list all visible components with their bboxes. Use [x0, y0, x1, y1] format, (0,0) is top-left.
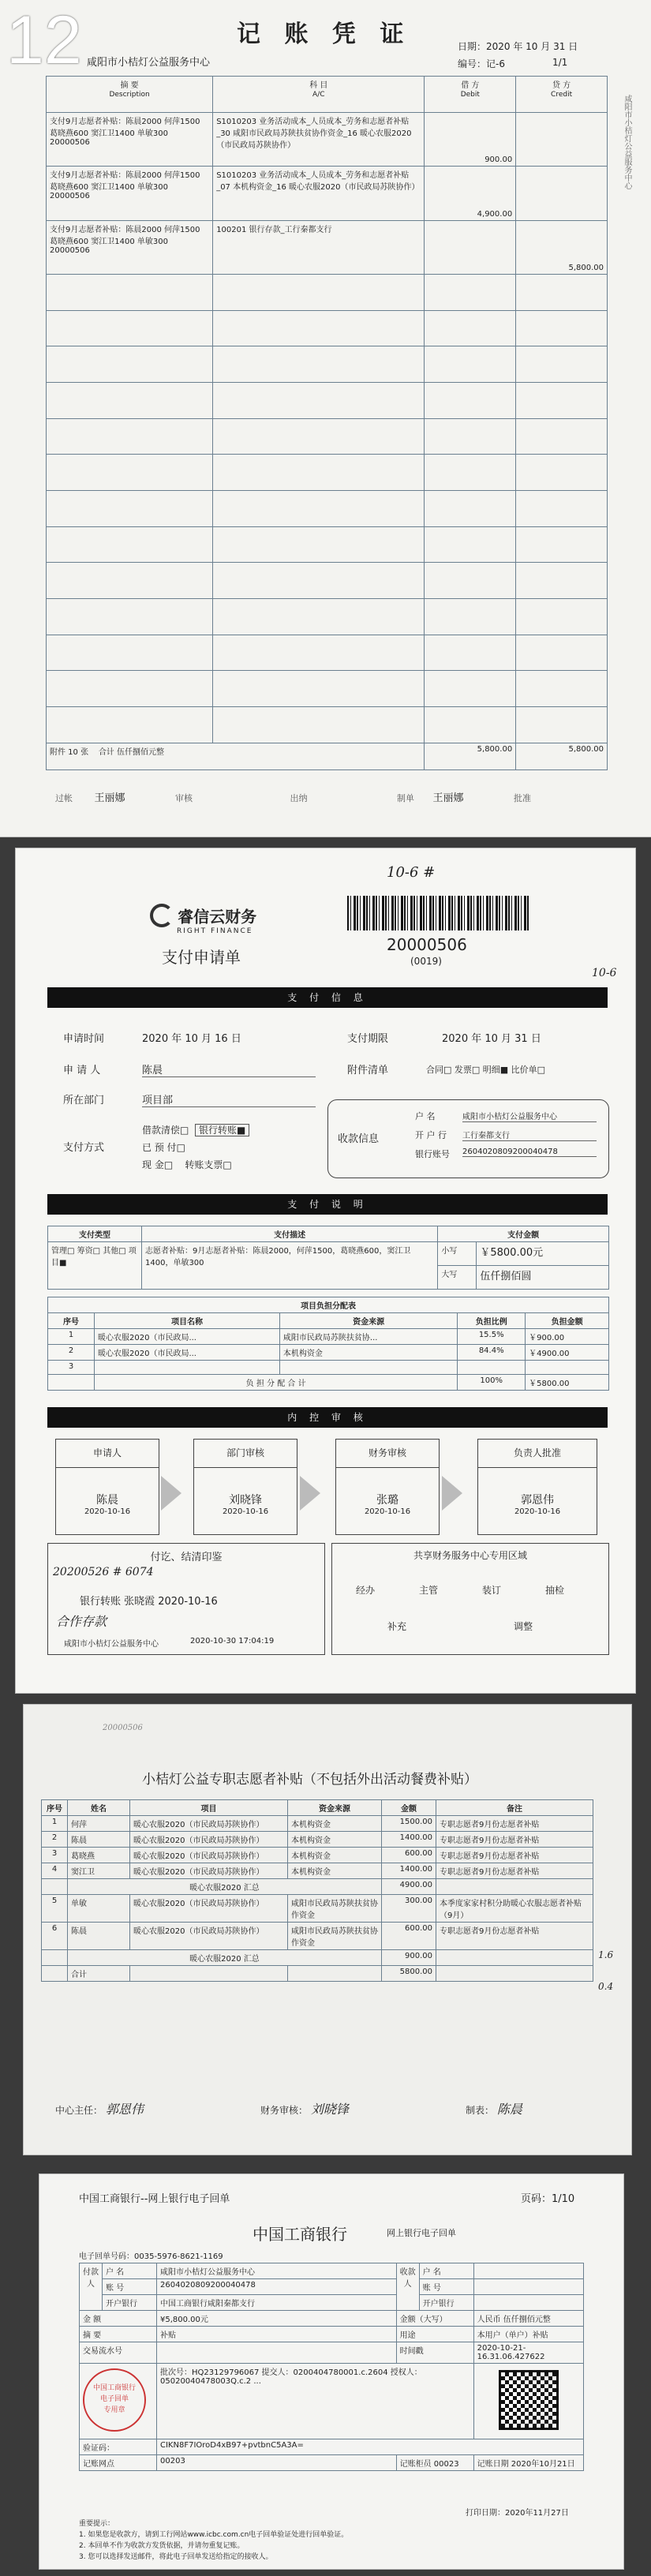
voucher-pages: 1/1: [552, 57, 568, 68]
flow-step: 负责人批准 郭恩伟 2020-10-16: [477, 1439, 597, 1535]
subsidy-row: 2 陈晨 暖心农服2020（市民政局苏陕协作） 本机构资金 1400.00 专职志愿者9月份志愿者补贴: [42, 1832, 593, 1848]
corner-note: 10-6: [592, 967, 617, 979]
method-label: 支付方式: [63, 1142, 105, 1154]
alloc-row: 3: [48, 1361, 609, 1375]
flow-arrow-icon: [161, 1476, 181, 1511]
voucher-number: 编号：记-6: [458, 58, 505, 69]
hdr-summary: 摘 要: [120, 81, 139, 90]
deadline-label: 支付期限: [347, 1033, 389, 1045]
alloc-row: 1 暖心农服2020（市民政局... 咸阳市民政局苏陕扶贫协... 15.5% ￥900.00: [48, 1329, 609, 1345]
hdr-account: 科 目: [309, 81, 328, 90]
receipt-number: 0035-5976-8621-1169: [134, 2252, 223, 2261]
page-number: 12: [6, 2, 82, 78]
apply-time: 2020 年 10 月 16 日: [142, 1033, 241, 1045]
attach-options: 合同□ 发票□ 明细■ 比价单□: [426, 1065, 546, 1075]
applicant: 陈晨: [142, 1061, 316, 1077]
subsidy-row: 4 窦江卫 暖心农服2020（市民政局苏陕协作） 本机构资金 1400.00 专职志愿者9月份志愿者补贴: [42, 1863, 593, 1879]
paydesc-table: 支付类型 支付描述 支付金额 管理□ 筹资□ 其他□ 项目■ 志愿者补贴：9月志愿者补贴：陈晨2000，何萍1500，葛晓燕600，窦江卫1400，单敏300 小写 ￥5800.00元 大写 伍仟捌佰圆: [47, 1226, 609, 1290]
subtotal-row: 暖心农服2020 汇总 900.00: [42, 1950, 593, 1966]
account-number: 2604020809200040478: [462, 1148, 597, 1157]
voucher-total-credit: 5,800.00: [516, 743, 608, 769]
dept: 项目部: [142, 1091, 316, 1107]
subsidy-corner: 20000506: [103, 1724, 143, 1732]
subsidy-row: 1 何萍 暖心农服2020（市民政局苏陕协作） 本机构资金 1500.00 专职志愿者9月份志愿者补贴: [42, 1816, 593, 1832]
receipt-amount: ¥5,800.00元: [157, 2311, 397, 2327]
subsidy-row: 6 陈晨 暖心农服2020（市民政局苏陕协作） 咸阳市民政局苏陕扶贫协作资金 600.00 专职志愿者9月份志愿者补贴: [42, 1923, 593, 1950]
side-note: 1.6: [598, 1949, 614, 1960]
logo-icon: [150, 904, 174, 927]
account-name: 咸阳市小桔灯公益服务中心: [462, 1110, 597, 1122]
receipt-table: 付款人 户 名 咸阳市小桔灯公益服务中心 收款人 户 名 账 号 2604020809200040478 账 号 开户银行 中国工商银行咸阳秦都支行 开户银行 金 额 ¥5,800.00元 金额（大写） 人民币 伍仟捌佰元整 摘 要 补贴 用途 本用户（单户）补贴 交易流水号 时间戳 2020-10-21-16.31.06.427622 中国工商银行 电子回单 专用章 批次号：HQ23129796067 提交人：0200404780001.c.2604 授权人：05020040478003Q.c.2 ... 验证码： CIKN8F7IOroD4xB97+pvtbnC5A3A= 记账网点 00203 记账柜员 00023 记账日期 2020年10月21日: [79, 2263, 584, 2471]
finance-sign: 财务审核： 刘晓锋: [260, 2102, 349, 2117]
attach-label: 附件清单: [347, 1065, 389, 1076]
voucher-total-debit: 5,800.00: [425, 743, 516, 769]
section-review: 内 控 审 核: [47, 1407, 608, 1428]
center-sign: 中心主任： 郭恩伟: [55, 2102, 144, 2117]
voucher-row: 支付9月志愿者补贴：陈晨2000 何萍1500 葛晓燕600 窦江卫1400 单敏300 20000506 S1010203 业务活动成本_人员成本_劳务和志愿者补贴_07 本机构资金_16 暖心农服2020（市民政局苏陕协作） 4,900.00: [47, 167, 608, 220]
payment-sheet: [16, 848, 635, 1693]
apply-time-label: 申请时间: [63, 1033, 105, 1045]
voucher-table: 摘 要 Description 科 目 A/C 借 方 Debit 贷 方 Credit 支付9月志愿者补贴：陈晨2000 何萍1500 葛晓燕600 窦江卫1400 单敏300 20000506 S1010203 业务活动成本_人员成本_劳务和志愿者补贴_30 咸阳市民政局苏陕扶贫协作资金_16 暖心农服2020（市民政局苏陕协作） 900.00 支付9月志愿者补贴：陈晨2000 何萍1500 葛晓燕600 窦江卫1400 单敏300 20000506 S1010203 业务活动成本_人员成本_劳务和志愿者补贴_07 本机构资金_16 暖心农服2020（市民政局苏陕协作） 4,900.00 支付9月志愿者补贴：陈晨2000 何萍1500 葛晓燕600 窦江卫1400 单敏300 20000506 100201 银行存款_工行秦都支行 5,800.00 附件 10 张 合计 伍仟捌佰元整 5,800.00 5,800.00: [46, 76, 608, 770]
voucher-row: 支付9月志愿者补贴：陈晨2000 何萍1500 葛晓燕600 窦江卫1400 单敏300 20000506 100201 银行存款_工行秦都支行 5,800.00: [47, 220, 608, 274]
flow-step: 财务审核 张璐 2020-10-16: [335, 1439, 440, 1535]
receiver-box: 收款信息 户 名 咸阳市小桔灯公益服务中心 开 户 行 工行秦都支行 银行账号 2604020809200040478: [327, 1099, 609, 1178]
seal-box: 付讫、结清印鉴 20200526 # 6074 银行转账 张晓霞 2020-10-16 合作存款 咸阳市小桔灯公益服务中心 2020-10-30 17:04:19: [47, 1543, 325, 1655]
flow-step: 部门审核 刘晓锋 2020-10-16: [193, 1439, 297, 1535]
pay-type: 管理□ 筹资□ 其他□ 项目■: [48, 1242, 142, 1290]
lower-amount: ￥5800.00元: [477, 1242, 609, 1266]
subtotal-row: 暖心农服2020 汇总 4900.00: [42, 1879, 593, 1895]
pay-desc: 志愿者补贴：9月志愿者补贴：陈晨2000，何萍1500，葛晓燕600，窦江卫1400，单敏300: [142, 1242, 438, 1290]
voucher-footer: 过帐 王丽娜 审核 出纳 制单 王丽娜 批准: [55, 792, 532, 804]
subsidy-table: 序号 姓名 项目 资金来源 金额 备注 1 何萍 暖心农服2020（市民政局苏陕协作） 本机构资金 1500.00 专职志愿者9月份志愿者补贴 2 陈晨 暖心农服2020（市民政局苏陕协作） 本机构资金 1400.00 专职志愿者9月份志愿者补贴 3 葛晓燕 暖心农服2020（市民政局苏陕协作） 本机构资金 600.00 专职志愿者9月份志愿者补贴 4 窦江卫 暖心农服2020（市民政局苏陕协作） 本机构资金 1400.00 专职志愿者9月份志愿者补贴 暖心农服2020 汇总 4900.00 5 单敏 暖心农服2020（市民政局苏陕协作） 咸阳市民政局苏陕扶贫协作资金 300.00 本季度家家村积分助暖心农服志愿者补贴（9月） 6 陈晨 暖心农服2020（市民政局苏陕协作） 咸阳市民政局苏陕扶贫协作资金 600.00 专职志愿者9月份志愿者补贴 暖心农服2020 汇总 900.00 合计 5800.00: [41, 1799, 593, 1982]
shared-area: 共享财务服务中心专用区域 经办 主管 装订 抽检 补充 调整: [331, 1543, 609, 1655]
barcode-sub: (0019): [410, 956, 442, 967]
voucher-date: 日期：2020 年 10 月 31 日: [458, 41, 578, 52]
subsidy-title: 小桔灯公益专职志愿者补贴（不包括外出活动餐费补贴）: [142, 1772, 477, 1788]
qr-code-icon: [499, 2370, 559, 2430]
maker-name: 王丽娜: [432, 792, 464, 804]
method-options: 借款清偿□ 银行转账■ 已 预 付□ 现 金□ 转账支票□: [142, 1121, 324, 1174]
bank-stamp: 中国工商银行 电子回单 专用章: [83, 2368, 146, 2432]
subsidy-sheet: [24, 1705, 631, 2155]
voucher-title: 记 账 凭 证: [237, 21, 412, 48]
hdr-debit: 借 方: [461, 81, 480, 90]
brand-logo: 睿信云财务 RIGHT FINANCE: [150, 904, 256, 935]
total-row: 合计 5800.00: [42, 1966, 593, 1982]
maker-sign: 制表： 陈晨: [466, 2102, 522, 2117]
side-note: 0.4: [598, 1981, 614, 1992]
alloc-row: 2 暖心农服2020（市民政局... 本机构资金 84.4% ￥4900.00: [48, 1345, 609, 1361]
bank-name: 中国工商银行: [253, 2225, 347, 2244]
flow-step: 申请人 陈晨 2020-10-16: [55, 1439, 159, 1535]
barcode: [347, 896, 529, 930]
bank-name: 工行秦都支行: [462, 1129, 597, 1141]
payment-title: 支付申请单: [162, 948, 241, 967]
dept-label: 所在部门: [63, 1095, 105, 1106]
alloc-table: 项目负担分配表 序号 项目名称 资金来源 负担比例 负担金额 1 暖心农服2020（市民政局... 咸阳市民政局苏陕扶贫协... 15.5% ￥900.00 2 暖心农服2020（市民政局... 本机构资金 84.4% ￥4900.00 3 负 担 分 配 合 计 100% ￥5800.00: [47, 1297, 609, 1391]
flow-arrow-icon: [300, 1476, 320, 1511]
voucher-sheet: [0, 0, 651, 837]
barcode-number: 20000506: [387, 935, 467, 954]
receipt-sheet: 中国工商银行--网上银行电子回单 页码：1/10 中国工商银行 网上银行电子回单 电子回单号码：0035-5976-8621-1169 付款人 户 名 咸阳市小桔灯公益服务中心 收款人 户 名 账 号 2604020809200040478 账 号 开户银行 中国工商银行咸阳秦都支行 开户银行 金 额 ¥5,800.00元 金额（大写） 人民币 伍仟捌佰元整 摘 要 补贴 用途 本用户（单户）补贴 交易流水号 时间戳 2020-10-21-16.31.06.427622 中国工商银行 电子回单 专用章 批次号：HQ23129796067 提交人：0200404780001.c.2604 授权人：05020040478003Q.c.2 ... 验证码： CIKN8F7IOroD4xB97+pvtbnC5A3A= 记账网点 00203 记账柜员 00023 记账日期 2020年10月21日 打印日期：2020年11月27日 重要提示： 1. 如果您是收款方，请到工行网站www.icbc.com.cn电子回单验证处进行回单验证。 2. 本回单不作为收款方发货依据，并请勿重复记账。 3. 您可以选择发送邮件，将此电子回单发送给指定的接收人。: [39, 2174, 623, 2569]
applicant-label: 申 请 人: [63, 1065, 101, 1076]
flow-arrow-icon: [442, 1476, 462, 1511]
deadline: 2020 年 10 月 31 日: [442, 1033, 541, 1045]
hand-note: 10-6 #: [387, 864, 436, 881]
voucher-side-label: 咸阳市小桔灯公益服务中心: [623, 95, 631, 189]
voucher-total-label: 合计 伍仟捌佰元整: [98, 747, 164, 757]
upper-amount: 伍仟捌佰圆: [477, 1266, 609, 1290]
section-payinfo: 支 付 信 息: [47, 987, 608, 1008]
voucher-attach: 附件 10 张: [50, 747, 89, 757]
section-paydesc: 支 付 说 明: [47, 1194, 608, 1215]
voucher-org: 咸阳市小桔灯公益服务中心: [87, 57, 211, 69]
hdr-credit: 贷 方: [552, 81, 571, 90]
subsidy-row: 5 单敏 暖心农服2020（市民政局苏陕协作） 咸阳市民政局苏陕扶贫协作资金 300.00 本季度家家村积分助暖心农服志愿者补贴（9月）: [42, 1895, 593, 1923]
poster-name: 王丽娜: [94, 792, 125, 804]
voucher-row: 支付9月志愿者补贴：陈晨2000 何萍1500 葛晓燕600 窦江卫1400 单敏300 20000506 S1010203 业务活动成本_人员成本_劳务和志愿者补贴_30 咸阳市民政局苏陕扶贫协作资金_16 暖心农服2020（市民政局苏陕协作） 900.00: [47, 112, 608, 166]
notes: 重要提示： 1. 如果您是收款方，请到工行网站www.icbc.com.cn电子回单验证处进行回单验证。 2. 本回单不作为收款方发货依据，并请勿重复记账。 3. 您可以选择发送邮件，将此电子回单发送给指定的接收人。: [79, 2520, 349, 2561]
subsidy-row: 3 葛晓燕 暖心农服2020（市民政局苏陕协作） 本机构资金 600.00 专职志愿者9月份志愿者补贴: [42, 1848, 593, 1863]
